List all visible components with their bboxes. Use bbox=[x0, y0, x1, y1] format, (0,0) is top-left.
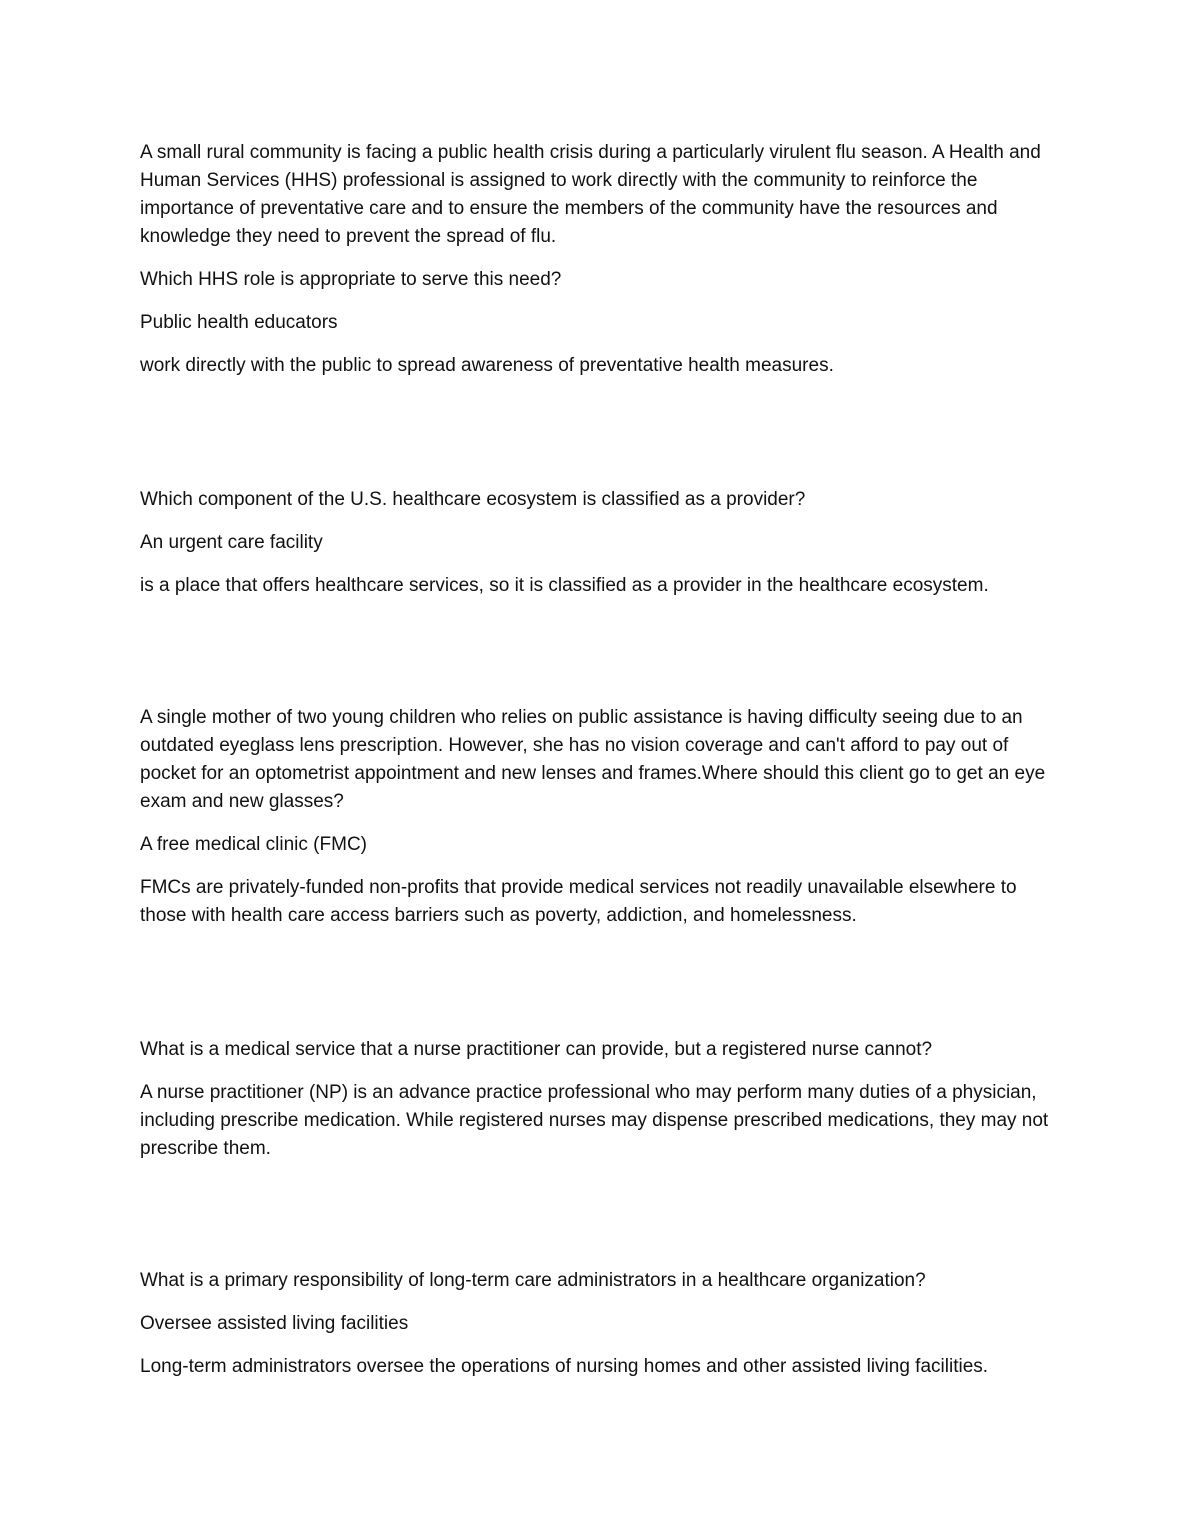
explanation-text: FMCs are privately-funded non-profits that provide medical services not readily unavailable elsewhere to those with health care access barriers such as poverty, addiction, and homelessness. bbox=[140, 877, 1017, 926]
answer-text: Oversee assisted living facilities bbox=[140, 1313, 409, 1334]
question-text: A small rural community is facing a public health crisis during a particularly virulent flu season. A Health and Human Services (HHS) professional is assigned to work directly with the community to reinforce the importance of preventative care and to ensure the members of the community have the resources and knowledge they need to prevent the spread of flu. bbox=[140, 142, 1041, 247]
question-text: What is a primary responsibility of long-term care administrators in a healthcare organization? bbox=[140, 1270, 926, 1291]
question-prompt: Which HHS role is appropriate to serve this need? bbox=[140, 269, 562, 290]
question-text: A single mother of two young children who relies on public assistance is having difficulty seeing due to an outdated eyeglass lens prescription. However, she has no vision coverage and can't afford to pay out of pocket for an optometrist appointment and new lenses and frames.Where should this client go to get an eye exam and new glasses? bbox=[140, 707, 1046, 812]
explanation-text: Long-term administrators oversee the operations of nursing homes and other assisted living facilities. bbox=[140, 1356, 989, 1377]
explanation-text: A nurse practitioner (NP) is an advance practice professional who may perform many duties of a physician, including prescribe medication. While registered nurses may dispense prescribed medications, they may not prescribe them. bbox=[140, 1082, 1049, 1159]
answer-text: Public health educators bbox=[140, 312, 338, 333]
answer-text: An urgent care facility bbox=[140, 532, 323, 553]
qa-block-1 bbox=[140, 139, 1055, 395]
qa-block-3 bbox=[140, 704, 1055, 945]
question-text: Which component of the U.S. healthcare ecosystem is classified as a provider? bbox=[140, 489, 806, 510]
answer-text: A free medical clinic (FMC) bbox=[140, 834, 367, 855]
explanation-text: is a place that offers healthcare services, so it is classified as a provider in the healthcare ecosystem. bbox=[140, 575, 989, 596]
question-text: What is a medical service that a nurse practitioner can provide, but a registered nurse cannot? bbox=[140, 1039, 933, 1060]
qa-block-5 bbox=[140, 1267, 1055, 1396]
qa-block-2 bbox=[140, 486, 1055, 615]
qa-block-4 bbox=[140, 1036, 1055, 1178]
explanation-text: work directly with the public to spread awareness of preventative health measures. bbox=[140, 355, 834, 376]
